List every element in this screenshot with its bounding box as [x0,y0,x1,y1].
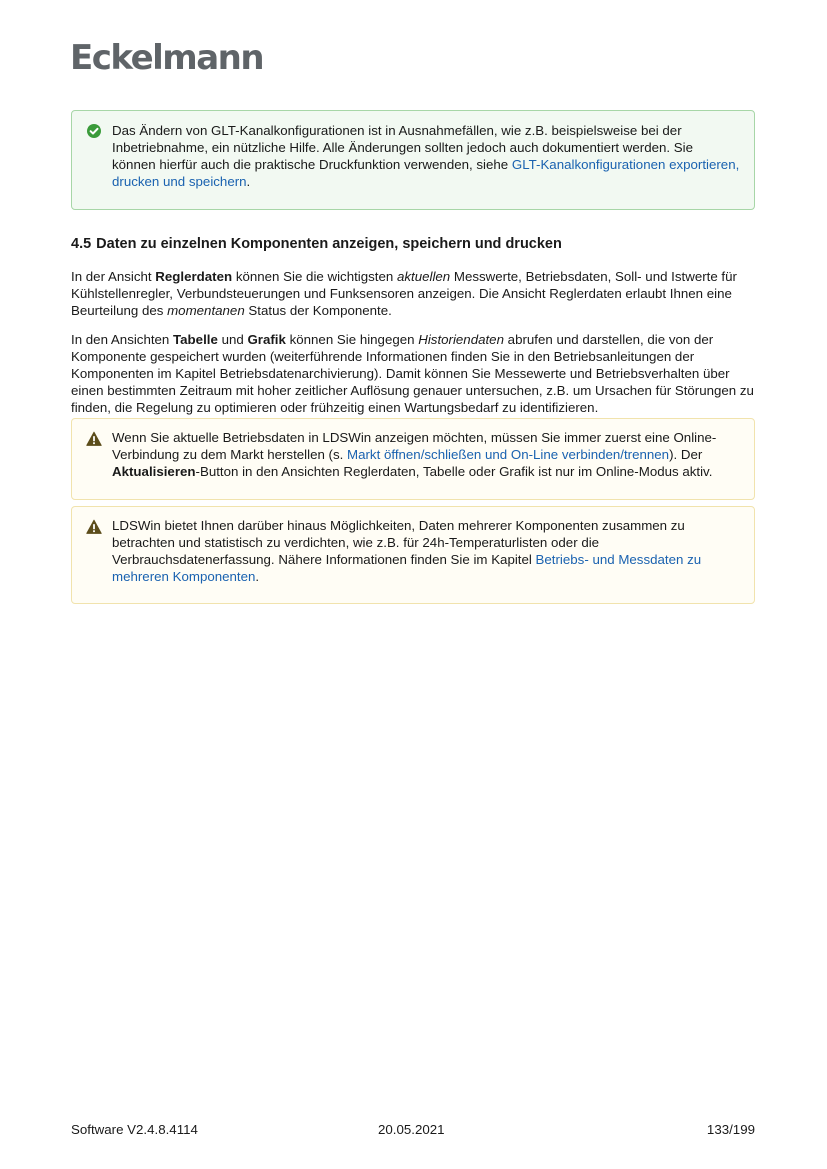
warning-icon [86,431,102,447]
warning-note-multiple [71,506,755,604]
footer-page-number: 133/199 [706,1122,755,1137]
warning-note-multiple-text: LDSWin bietet Ihnen darüber hinaus Möglichkeiten, Daten mehrerer Komponenten zusammen zu betrachten und statistisch zu verdichten, wie z.B. für 24h-Temperaturlisten oder die Verbrauchsdatenerfassung. Nähere Informationen finden Sie im Kapitel Betriebs- und Messdaten zu mehreren Komponenten. [112,518,702,584]
footer-version: Software V2.4.8.4114 [71,1122,198,1137]
paragraph-historiendaten: In den Ansichten Tabelle und Grafik können Sie hingegen Historiendaten abrufen und darstellen, die von der Komponente gespeichert wurden (weiterführende Informationen finden Sie in den Betriebsanleitungen der Komponenten im Kapitel Betriebsdatenarchivierung). Damit können Sie Messewerte und Betriebsverhalten über einen bestimmten Zeitraum mit hoher zeitlicher Auflösung genauer untersuchen, z.B. um Ursachen für Störungen zu finden, die Regelung zu optimieren oder frühzeitig einen Wartungsbedarf zu identifizieren. [71,332,754,415]
warning-icon [86,519,102,535]
success-note-text: Das Ändern von GLT-Kanalkonfigurationen ist in Ausnahmefällen, wie z.B. beispielsweise bei der Inbetriebnahme, ein nützliche Hilfe. Alle Änderungen sollten jedoch auch dokumentiert werden. Sie können hierfür auch die praktische Druckfunktion verwenden, siehe GLT-Kanalkonfigurationen exportieren, drucken und speichern. [112,123,740,189]
success-note [71,110,755,210]
section-number: 4.5 [71,236,92,252]
section-heading [71,236,562,252]
section-title: Daten zu einzelnen Komponenten anzeigen, speichern und drucken [96,236,562,252]
footer-date: 20.05.2021 [378,1122,445,1137]
warning-note-online-text: Wenn Sie aktuelle Betriebsdaten in LDSWin anzeigen möchten, müssen Sie immer zuerst eine Online-Verbindung zu dem Markt herstellen (s. Markt öffnen/schließen und On-Line verbinden/trennen). Der Aktualisieren-Button in den Ansichten Reglerdaten, Tabelle oder Grafik ist nur im Online-Modus aktiv. [112,430,717,479]
warning-note-online [71,418,755,500]
markt-online-link[interactable]: Markt öffnen/schließen und On-Line verbinden/trennen [347,447,670,462]
glt-export-link[interactable]: GLT-Kanalkonfigurationen exportieren, drucken und speichern [112,157,740,189]
eckelmann-logo: Eckelmann [70,38,264,78]
check-circle-icon [86,123,102,139]
betriebs-messdaten-link[interactable]: Betriebs- und Messdaten zu mehreren Komponenten [112,552,702,584]
paragraph-reglerdaten: In der Ansicht Reglerdaten können Sie die wichtigsten aktuellen Messwerte, Betriebsdaten, Soll- und Istwerte für Kühlstellenregler, Verbundsteuerungen und Funksensoren anzeigen. Die Ansicht Reglerdaten erlaubt Ihnen eine Beurteilung des momentanen Status der Komponente. [71,269,737,318]
